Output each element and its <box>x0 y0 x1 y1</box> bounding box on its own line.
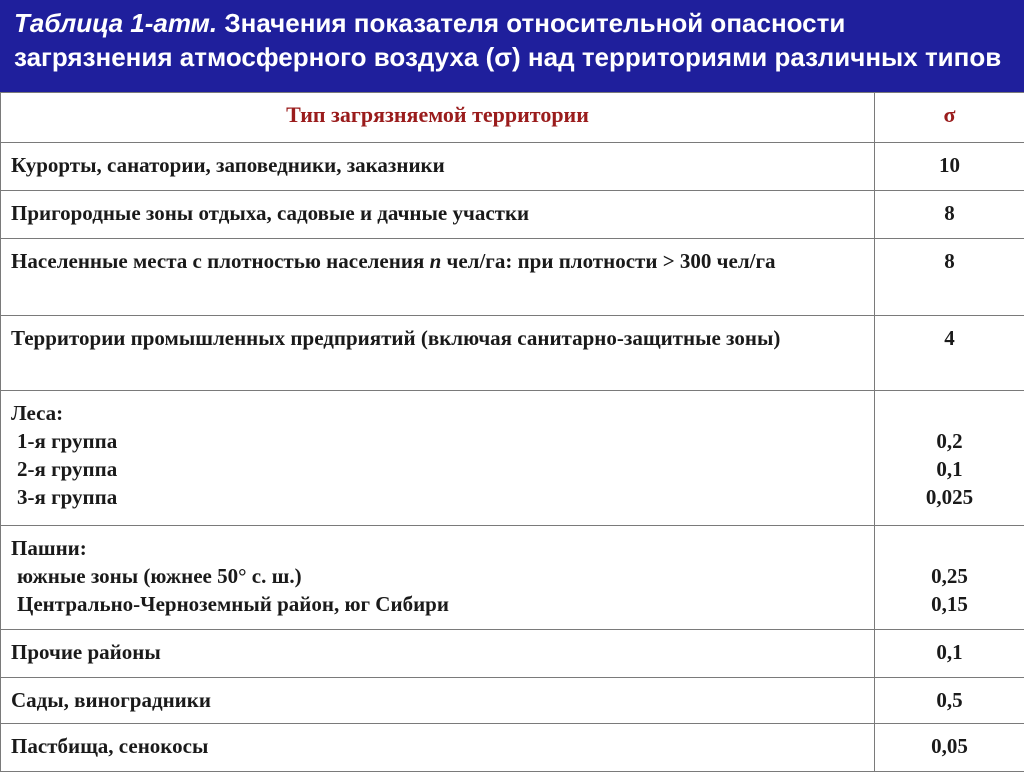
territory-group-label: Пашни: <box>11 534 864 562</box>
column-header-sigma: σ <box>875 93 1024 143</box>
territory-cell: Пригородные зоны отдыха, садовые и дачные участки <box>1 191 875 239</box>
sigma-subvalue: 0,025 <box>879 483 1020 511</box>
table-row <box>1 724 1024 772</box>
territory-cell: Курорты, санатории, заповедники, заказники <box>1 143 875 191</box>
table-row <box>1 391 1024 526</box>
territory-cell <box>1 391 875 526</box>
territory-cell <box>1 239 875 316</box>
slide-title <box>0 0 1024 96</box>
table-row <box>1 630 1024 678</box>
sigma-cell: 8 <box>875 191 1024 239</box>
sigma-subvalue: 0,25 <box>879 562 1020 590</box>
territory-cell: Территории промышленных предприятий (включая санитарно-защитные зоны) <box>1 316 875 391</box>
territory-text-italic: n <box>430 249 442 273</box>
table-row <box>1 678 1024 724</box>
sigma-table <box>0 92 1024 772</box>
title-table-number: Таблица 1-атм. <box>14 8 217 38</box>
title-text: Значения показателя относительной опасности загрязнения атмосферного воздуха (σ) над территориями различных типов <box>14 8 1001 72</box>
table-row <box>1 316 1024 391</box>
table-row <box>1 239 1024 316</box>
sigma-cell: 4 <box>875 316 1024 391</box>
territory-group-label: Леса: <box>11 399 864 427</box>
territory-text-a: Населенные места с плотностью населения <box>11 249 430 273</box>
territory-text-b: чел/га: при плотности > 300 чел/га <box>441 249 775 273</box>
table-row <box>1 191 1024 239</box>
table-row <box>1 526 1024 630</box>
sigma-subvalue: 0,15 <box>879 590 1020 618</box>
sigma-subvalue: 0,2 <box>879 427 1020 455</box>
territory-subgroup: 2-я группа <box>11 455 864 483</box>
territory-subgroup: южные зоны (южнее 50° с. ш.) <box>11 562 864 590</box>
territory-subgroup: 3-я группа <box>11 483 864 511</box>
sigma-cell: 0,1 <box>875 630 1024 678</box>
sigma-subvalue: 0,1 <box>879 455 1020 483</box>
sigma-cell: 0,05 <box>875 724 1024 772</box>
territory-cell <box>1 526 875 630</box>
territory-subgroup: 1-я группа <box>11 427 864 455</box>
territory-cell: Пастбища, сенокосы <box>1 724 875 772</box>
sigma-cell: 0,5 <box>875 678 1024 724</box>
sigma-cell: 10 <box>875 143 1024 191</box>
sigma-cell <box>875 526 1024 630</box>
territory-cell: Сады, виноградники <box>1 678 875 724</box>
territory-subgroup: Центрально-Черноземный район, юг Сибири <box>11 590 864 618</box>
column-header-territory: Тип загрязняемой территории <box>1 93 875 143</box>
territory-cell: Прочие районы <box>1 630 875 678</box>
table-header-row <box>1 93 1024 143</box>
sigma-cell: 8 <box>875 239 1024 316</box>
table-row <box>1 143 1024 191</box>
sigma-cell <box>875 391 1024 526</box>
